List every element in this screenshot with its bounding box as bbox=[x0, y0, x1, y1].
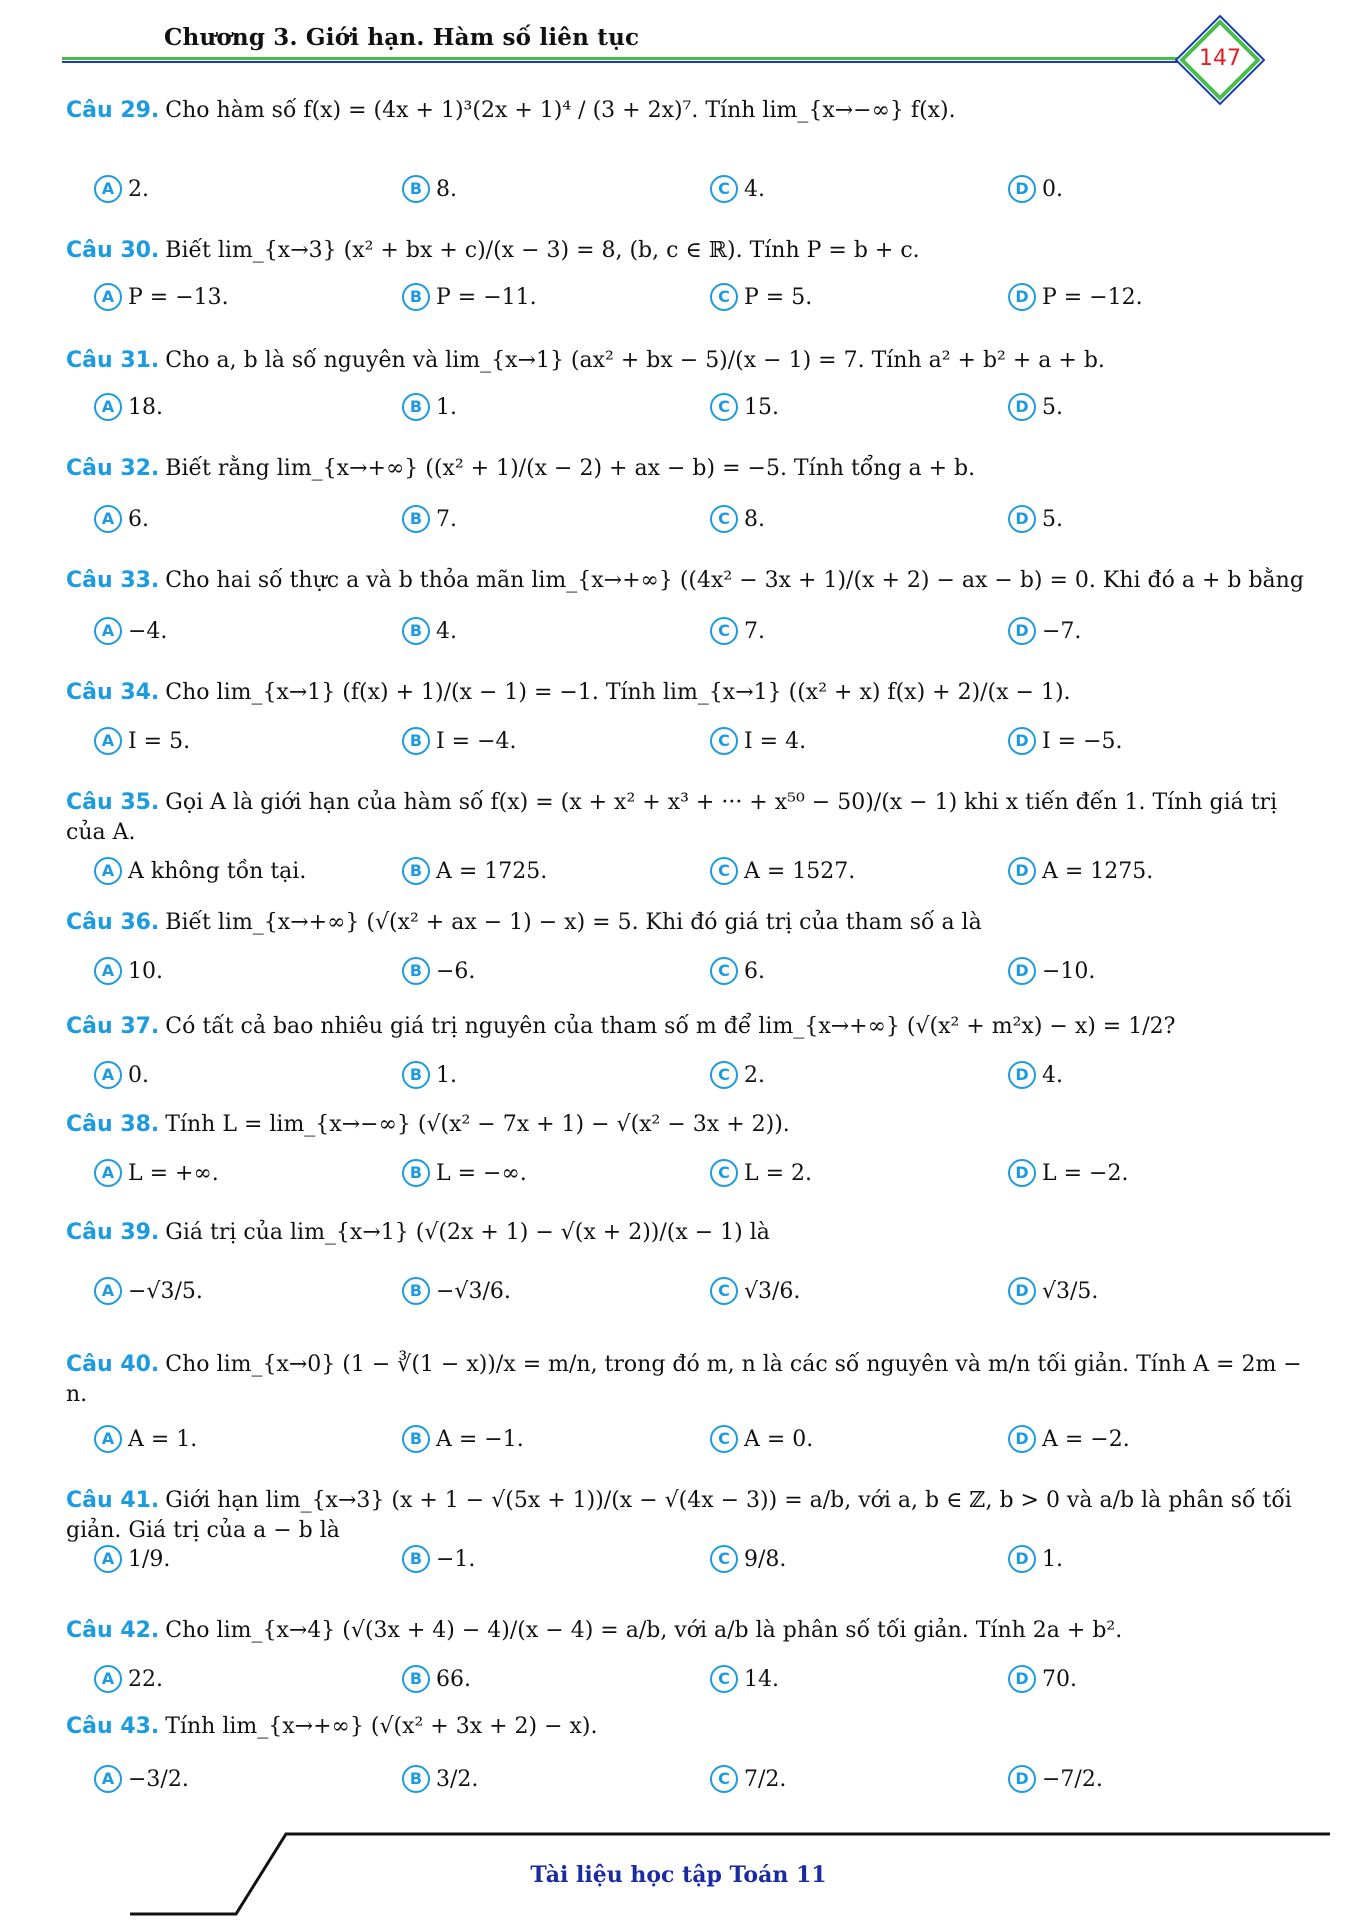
question-text: Tính lim_{x→+∞} (√(x² + 3x + 2) − x). bbox=[165, 1714, 598, 1739]
option-text: A = 1. bbox=[128, 1427, 198, 1452]
option-text: 1. bbox=[436, 395, 457, 420]
question-number: Câu 30. bbox=[66, 238, 160, 263]
option-text: 14. bbox=[744, 1667, 779, 1692]
option-text: L = −2. bbox=[1042, 1161, 1129, 1186]
option-text: I = 4. bbox=[744, 729, 807, 754]
question-30 bbox=[66, 236, 1306, 266]
option-c[interactable] bbox=[710, 504, 765, 536]
option-letter: A bbox=[94, 393, 122, 421]
question-42 bbox=[66, 1616, 1306, 1646]
option-letter: C bbox=[710, 1277, 738, 1305]
option-letter: A bbox=[94, 957, 122, 985]
option-text: 4. bbox=[744, 177, 765, 202]
option-letter: A bbox=[94, 1061, 122, 1089]
option-text: −7/2. bbox=[1042, 1767, 1103, 1792]
option-letter: A bbox=[94, 1665, 122, 1693]
option-text: L = +∞. bbox=[128, 1161, 219, 1186]
option-letter: D bbox=[1008, 1277, 1036, 1305]
option-text: 2. bbox=[128, 177, 149, 202]
option-letter: B bbox=[402, 1665, 430, 1693]
option-d[interactable] bbox=[1008, 282, 1143, 314]
question-29 bbox=[66, 96, 1306, 126]
option-text: 5. bbox=[1042, 507, 1063, 532]
option-letter: B bbox=[402, 1159, 430, 1187]
question-number: Câu 39. bbox=[66, 1220, 160, 1245]
option-a[interactable] bbox=[94, 1060, 149, 1092]
question-text: Có tất cả bao nhiêu giá trị nguyên của tham số m để lim_{x→+∞} (√(x² + m²x) − x) = 1/2? bbox=[165, 1014, 1176, 1039]
option-text: 70. bbox=[1042, 1667, 1077, 1692]
option-text: A không tồn tại. bbox=[128, 859, 307, 884]
option-text: 4. bbox=[436, 619, 457, 644]
question-text: Giá trị của lim_{x→1} (√(2x + 1) − √(x + 2))/(x − 1) là bbox=[165, 1220, 770, 1245]
option-text: 0. bbox=[128, 1063, 149, 1088]
option-c[interactable] bbox=[710, 1764, 786, 1796]
option-letter: A bbox=[94, 1159, 122, 1187]
option-text: −7. bbox=[1042, 619, 1082, 644]
option-text: 18. bbox=[128, 395, 163, 420]
option-letter: A bbox=[94, 727, 122, 755]
option-text: A = 1275. bbox=[1042, 859, 1154, 884]
option-a[interactable] bbox=[94, 1764, 189, 1796]
option-text: 2. bbox=[744, 1063, 765, 1088]
option-a[interactable] bbox=[94, 1276, 203, 1308]
option-b[interactable] bbox=[402, 856, 547, 888]
option-c[interactable] bbox=[710, 1276, 800, 1308]
option-text: 7. bbox=[744, 619, 765, 644]
options-35 bbox=[94, 856, 1324, 892]
question-32 bbox=[66, 454, 1306, 484]
option-letter: C bbox=[710, 1765, 738, 1793]
question-text: Biết lim_{x→3} (x² + bx + c)/(x − 3) = 8, (b, c ∈ ℝ). Tính P = b + c. bbox=[165, 238, 920, 263]
question-number: Câu 29. bbox=[66, 98, 160, 123]
option-letter: C bbox=[710, 957, 738, 985]
option-d[interactable] bbox=[1008, 956, 1095, 988]
option-text: 10. bbox=[128, 959, 163, 984]
option-letter: B bbox=[402, 1765, 430, 1793]
option-letter: C bbox=[710, 857, 738, 885]
option-d[interactable] bbox=[1008, 174, 1063, 206]
option-text: −√3/6. bbox=[436, 1279, 511, 1304]
option-text: 7/2. bbox=[744, 1767, 787, 1792]
option-letter: C bbox=[710, 1061, 738, 1089]
option-letter: A bbox=[94, 283, 122, 311]
option-letter: A bbox=[94, 175, 122, 203]
option-a[interactable] bbox=[94, 392, 163, 424]
options-41 bbox=[94, 1544, 1324, 1580]
option-d[interactable] bbox=[1008, 504, 1063, 536]
question-33 bbox=[66, 566, 1306, 596]
question-number: Câu 40. bbox=[66, 1352, 160, 1377]
option-text: A = 0. bbox=[744, 1427, 814, 1452]
option-letter: C bbox=[710, 175, 738, 203]
option-text: A = −1. bbox=[436, 1427, 524, 1452]
option-letter: B bbox=[402, 283, 430, 311]
question-text: Cho lim_{x→1} (f(x) + 1)/(x − 1) = −1. Tính lim_{x→1} ((x² + x) f(x) + 2)/(x − 1). bbox=[165, 680, 1071, 705]
question-37 bbox=[66, 1012, 1306, 1042]
option-d[interactable] bbox=[1008, 616, 1081, 648]
question-number: Câu 31. bbox=[66, 348, 160, 373]
option-a[interactable] bbox=[94, 504, 149, 536]
options-36 bbox=[94, 956, 1324, 992]
option-text: 4. bbox=[1042, 1063, 1063, 1088]
option-text: I = 5. bbox=[128, 729, 191, 754]
option-letter: A bbox=[94, 1765, 122, 1793]
option-a[interactable] bbox=[94, 282, 229, 314]
option-a[interactable] bbox=[94, 726, 190, 758]
option-text: −6. bbox=[436, 959, 476, 984]
question-31 bbox=[66, 346, 1306, 376]
option-letter: D bbox=[1008, 957, 1036, 985]
options-39 bbox=[94, 1276, 1324, 1312]
options-40 bbox=[94, 1424, 1324, 1460]
question-text: Gọi A là giới hạn của hàm số f(x) = (x + x² + x³ + ··· + x⁵⁰ − 50)/(x − 1) khi x tiến đến 1. Tính giá trị của A. bbox=[66, 790, 1278, 845]
option-letter: B bbox=[402, 1061, 430, 1089]
question-text: Cho hai số thực a và b thỏa mãn lim_{x→+∞} ((4x² − 3x + 1)/(x + 2) − ax − b) = 0. Khi đó a + b bằng bbox=[165, 568, 1304, 593]
option-c[interactable] bbox=[710, 616, 765, 648]
question-text: Giới hạn lim_{x→3} (x + 1 − √(5x + 1))/(x − √(4x − 3)) = a/b, với a, b ∈ ℤ, b > 0 và a/b là phân số tối giản. Giá trị của a − b là bbox=[66, 1488, 1292, 1543]
option-letter: B bbox=[402, 1545, 430, 1573]
options-33 bbox=[94, 616, 1324, 652]
option-letter: C bbox=[710, 1545, 738, 1573]
option-c[interactable] bbox=[710, 726, 806, 758]
option-letter: B bbox=[402, 393, 430, 421]
option-text: P = 5. bbox=[744, 285, 813, 310]
option-b[interactable] bbox=[402, 616, 457, 648]
chapter-title: Chương 3. Giới hạn. Hàm số liên tục bbox=[164, 24, 640, 51]
option-d[interactable] bbox=[1008, 1276, 1098, 1308]
option-text: I = −5. bbox=[1042, 729, 1123, 754]
option-text: 7. bbox=[436, 507, 457, 532]
option-b[interactable] bbox=[402, 392, 457, 424]
option-b[interactable] bbox=[402, 956, 475, 988]
option-letter: D bbox=[1008, 1159, 1036, 1187]
option-b[interactable] bbox=[402, 1764, 478, 1796]
page-number: 147 bbox=[1199, 46, 1241, 71]
option-letter: D bbox=[1008, 1665, 1036, 1693]
option-c[interactable] bbox=[710, 1060, 765, 1092]
question-number: Câu 35. bbox=[66, 790, 160, 815]
option-text: √3/6. bbox=[744, 1279, 801, 1304]
option-text: 6. bbox=[128, 507, 149, 532]
option-letter: B bbox=[402, 1277, 430, 1305]
question-number: Câu 32. bbox=[66, 456, 160, 481]
question-text: Biết lim_{x→+∞} (√(x² + ax − 1) − x) = 5. Khi đó giá trị của tham số a là bbox=[165, 910, 982, 935]
option-letter: C bbox=[710, 1159, 738, 1187]
option-letter: D bbox=[1008, 505, 1036, 533]
option-text: 5. bbox=[1042, 395, 1063, 420]
option-text: 3/2. bbox=[436, 1767, 479, 1792]
option-letter: B bbox=[402, 617, 430, 645]
question-text: Biết rằng lim_{x→+∞} ((x² + 1)/(x − 2) + ax − b) = −5. Tính tổng a + b. bbox=[165, 456, 976, 481]
option-d[interactable] bbox=[1008, 726, 1123, 758]
options-29 bbox=[94, 174, 1324, 210]
option-b[interactable] bbox=[402, 504, 457, 536]
options-30 bbox=[94, 282, 1324, 318]
option-letter: D bbox=[1008, 1425, 1036, 1453]
question-number: Câu 41. bbox=[66, 1488, 160, 1513]
option-text: L = 2. bbox=[744, 1161, 813, 1186]
option-b[interactable] bbox=[402, 1158, 527, 1190]
option-letter: D bbox=[1008, 1545, 1036, 1573]
option-letter: C bbox=[710, 505, 738, 533]
option-b[interactable] bbox=[402, 1544, 475, 1576]
option-text: 66. bbox=[436, 1667, 471, 1692]
option-a[interactable] bbox=[94, 1544, 170, 1576]
option-text: L = −∞. bbox=[436, 1161, 527, 1186]
option-text: −√3/5. bbox=[128, 1279, 203, 1304]
option-b[interactable] bbox=[402, 282, 537, 314]
option-d[interactable] bbox=[1008, 1060, 1063, 1092]
option-letter: B bbox=[402, 957, 430, 985]
question-number: Câu 43. bbox=[66, 1714, 160, 1739]
option-text: 1/9. bbox=[128, 1547, 171, 1572]
option-letter: A bbox=[94, 617, 122, 645]
options-34 bbox=[94, 726, 1324, 762]
option-c[interactable] bbox=[710, 1664, 779, 1696]
option-c[interactable] bbox=[710, 1424, 813, 1456]
option-c[interactable] bbox=[710, 282, 812, 314]
options-43 bbox=[94, 1764, 1324, 1800]
footer-text: Tài liệu học tập Toán 11 bbox=[530, 1862, 827, 1888]
option-text: 9/8. bbox=[744, 1547, 787, 1572]
question-text: Cho hàm số f(x) = (4x + 1)³(2x + 1)⁴ / (3 + 2x)⁷. Tính lim_{x→−∞} f(x). bbox=[165, 98, 956, 123]
option-a[interactable] bbox=[94, 616, 167, 648]
question-41 bbox=[66, 1486, 1306, 1546]
option-text: A = −2. bbox=[1042, 1427, 1130, 1452]
option-d[interactable] bbox=[1008, 1664, 1077, 1696]
question-number: Câu 34. bbox=[66, 680, 160, 705]
option-letter: B bbox=[402, 1425, 430, 1453]
option-d[interactable] bbox=[1008, 1424, 1130, 1456]
option-c[interactable] bbox=[710, 174, 765, 206]
option-c[interactable] bbox=[710, 1544, 786, 1576]
option-a[interactable] bbox=[94, 956, 163, 988]
option-c[interactable] bbox=[710, 1158, 812, 1190]
option-letter: D bbox=[1008, 175, 1036, 203]
option-d[interactable] bbox=[1008, 856, 1153, 888]
option-letter: A bbox=[94, 857, 122, 885]
option-a[interactable] bbox=[94, 1424, 197, 1456]
option-text: −10. bbox=[1042, 959, 1096, 984]
option-letter: D bbox=[1008, 857, 1036, 885]
option-letter: C bbox=[710, 617, 738, 645]
option-letter: A bbox=[94, 1425, 122, 1453]
question-number: Câu 36. bbox=[66, 910, 160, 935]
options-42 bbox=[94, 1664, 1324, 1700]
question-number: Câu 38. bbox=[66, 1112, 160, 1137]
option-b[interactable] bbox=[402, 174, 457, 206]
option-text: 8. bbox=[744, 507, 765, 532]
question-text: Cho a, b là số nguyên và lim_{x→1} (ax² + bx − 5)/(x − 1) = 7. Tính a² + b² + a + b. bbox=[165, 348, 1105, 373]
options-38 bbox=[94, 1158, 1324, 1194]
option-d[interactable] bbox=[1008, 1158, 1128, 1190]
option-text: −1. bbox=[436, 1547, 476, 1572]
question-text: Tính L = lim_{x→−∞} (√(x² − 7x + 1) − √(x² − 3x + 2)). bbox=[165, 1112, 790, 1137]
option-letter: C bbox=[710, 1425, 738, 1453]
option-d[interactable] bbox=[1008, 1544, 1063, 1576]
question-text: Cho lim_{x→0} (1 − ∛(1 − x))/x = m/n, trong đó m, n là các số nguyên và m/n tối giản. Tính A = 2m − n. bbox=[66, 1352, 1302, 1407]
option-letter: C bbox=[710, 283, 738, 311]
option-letter: B bbox=[402, 727, 430, 755]
option-a[interactable] bbox=[94, 174, 149, 206]
option-a[interactable] bbox=[94, 856, 306, 888]
option-text: −3/2. bbox=[128, 1767, 189, 1792]
option-text: 6. bbox=[744, 959, 765, 984]
option-letter: A bbox=[94, 1545, 122, 1573]
question-text: Cho lim_{x→4} (√(3x + 4) − 4)/(x − 4) = a/b, với a/b là phân số tối giản. Tính 2a + b². bbox=[165, 1618, 1123, 1643]
option-d[interactable] bbox=[1008, 392, 1063, 424]
option-text: I = −4. bbox=[436, 729, 517, 754]
option-text: 1. bbox=[1042, 1547, 1063, 1572]
option-b[interactable] bbox=[402, 1060, 457, 1092]
option-b[interactable] bbox=[402, 726, 517, 758]
option-c[interactable] bbox=[710, 856, 855, 888]
option-text: 15. bbox=[744, 395, 779, 420]
question-35 bbox=[66, 788, 1306, 848]
header-rule-green bbox=[62, 57, 1202, 60]
option-letter: D bbox=[1008, 1061, 1036, 1089]
option-a[interactable] bbox=[94, 1158, 219, 1190]
option-b[interactable] bbox=[402, 1664, 471, 1696]
option-letter: B bbox=[402, 505, 430, 533]
option-text: A = 1725. bbox=[436, 859, 548, 884]
question-36 bbox=[66, 908, 1306, 938]
option-letter: B bbox=[402, 175, 430, 203]
option-text: √3/5. bbox=[1042, 1279, 1099, 1304]
option-b[interactable] bbox=[402, 1276, 511, 1308]
option-text: 1. bbox=[436, 1063, 457, 1088]
option-c[interactable] bbox=[710, 956, 765, 988]
option-text: P = −11. bbox=[436, 285, 537, 310]
option-letter: B bbox=[402, 857, 430, 885]
option-c[interactable] bbox=[710, 392, 779, 424]
option-letter: C bbox=[710, 1665, 738, 1693]
question-34 bbox=[66, 678, 1306, 708]
question-40 bbox=[66, 1350, 1306, 1410]
option-letter: C bbox=[710, 393, 738, 421]
option-a[interactable] bbox=[94, 1664, 163, 1696]
options-31 bbox=[94, 392, 1324, 428]
options-32 bbox=[94, 504, 1324, 540]
question-number: Câu 42. bbox=[66, 1618, 160, 1643]
option-text: A = 1527. bbox=[744, 859, 856, 884]
option-d[interactable] bbox=[1008, 1764, 1103, 1796]
option-text: 0. bbox=[1042, 177, 1063, 202]
header-rule-blue bbox=[62, 61, 1202, 63]
option-text: P = −12. bbox=[1042, 285, 1143, 310]
option-letter: A bbox=[94, 505, 122, 533]
question-38 bbox=[66, 1110, 1306, 1140]
option-text: 22. bbox=[128, 1667, 163, 1692]
option-text: P = −13. bbox=[128, 285, 229, 310]
option-letter: D bbox=[1008, 617, 1036, 645]
option-b[interactable] bbox=[402, 1424, 524, 1456]
option-letter: D bbox=[1008, 283, 1036, 311]
question-number: Câu 33. bbox=[66, 568, 160, 593]
question-43 bbox=[66, 1712, 1306, 1742]
option-text: −4. bbox=[128, 619, 168, 644]
option-letter: C bbox=[710, 727, 738, 755]
question-39 bbox=[66, 1218, 1306, 1248]
option-letter: D bbox=[1008, 393, 1036, 421]
options-37 bbox=[94, 1060, 1324, 1096]
option-letter: A bbox=[94, 1277, 122, 1305]
question-number: Câu 37. bbox=[66, 1014, 160, 1039]
option-letter: D bbox=[1008, 727, 1036, 755]
option-text: 8. bbox=[436, 177, 457, 202]
option-letter: D bbox=[1008, 1765, 1036, 1793]
